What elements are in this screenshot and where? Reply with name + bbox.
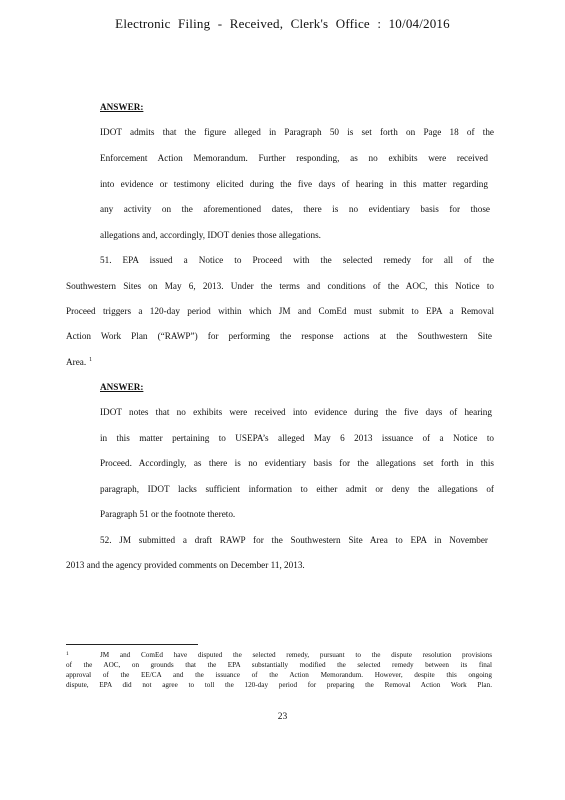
paragraph-line: 52. JM submitted a draft RAWP for the Southwestern Site Area to EPA in November bbox=[100, 535, 488, 545]
footnote-mark: 1 bbox=[66, 651, 69, 657]
paragraph-line: 2013 and the agency provided comments on December 11, 2013. bbox=[66, 560, 305, 570]
answer-label: ANSWER: bbox=[100, 382, 144, 392]
footnote-line: JM and ComEd have disputed the selected remedy, pursuant to the dispute resolution provisions bbox=[100, 651, 492, 659]
answer-line: IDOT notes that no exhibits were received into evidence during the five days of hearing bbox=[100, 407, 492, 417]
footnote-line: of the AOC, on grounds that the EPA substantially modified the selected remedy between its final bbox=[66, 661, 492, 669]
answer-line: into evidence or testimony elicited during the five days of hearing in this matter regarding bbox=[100, 179, 488, 189]
answer-label: ANSWER: bbox=[100, 102, 144, 112]
page-number: 23 bbox=[277, 712, 288, 722]
paragraph-line bbox=[66, 357, 92, 367]
paragraph-line: Southwestern Sites on May 6, 2013. Under the terms and conditions of the AOC, this Notice to bbox=[66, 281, 494, 291]
paragraph-line: Action Work Plan (“RAWP”) for performing the response actions at the Southwestern Site bbox=[66, 331, 492, 341]
answer-line: paragraph, IDOT lacks sufficient information to either admit or deny the allegations of bbox=[100, 484, 494, 494]
answer-line: Enforcement Action Memorandum. Further responding, as no exhibits were received bbox=[100, 153, 488, 163]
answer-line: allegations and, accordingly, IDOT denies those allegations. bbox=[100, 230, 321, 240]
answer-line: Paragraph 51 or the footnote thereto. bbox=[100, 509, 236, 519]
footnote-line: approval of the EE/CA and the issuance of the Action Memorandum. However, despite this ongoing bbox=[66, 671, 492, 679]
answer-line: Proceed. Accordingly, as there is no evidentiary basis for the allegations set forth in this bbox=[100, 458, 494, 468]
footnote-separator bbox=[66, 644, 198, 645]
paragraph-line: Proceed triggers a 120-day period within which JM and ComEd must submit to EPA a Removal bbox=[66, 306, 494, 316]
answer-line: IDOT admits that the figure alleged in Paragraph 50 is set forth on Page 18 of the bbox=[100, 127, 494, 137]
footnote-reference: 1 bbox=[89, 357, 93, 363]
footnote-line: dispute, EPA did not agree to toll the 120-day period for preparing the Removal Action Work Plan. bbox=[66, 681, 492, 689]
filing-header: Electronic Filing - Received, Clerk's Office : 10/04/2016 bbox=[115, 16, 450, 31]
paragraph-line: 51. EPA issued a Notice to Proceed with the selected remedy for all of the bbox=[100, 255, 494, 265]
paragraph-text: Area. bbox=[66, 357, 87, 368]
answer-line: in this matter pertaining to USEPA’s alleged May 6 2013 issuance of a Notice to bbox=[100, 433, 494, 443]
answer-line: any activity on the aforementioned dates, there is no evidentiary basis for those bbox=[100, 204, 490, 214]
